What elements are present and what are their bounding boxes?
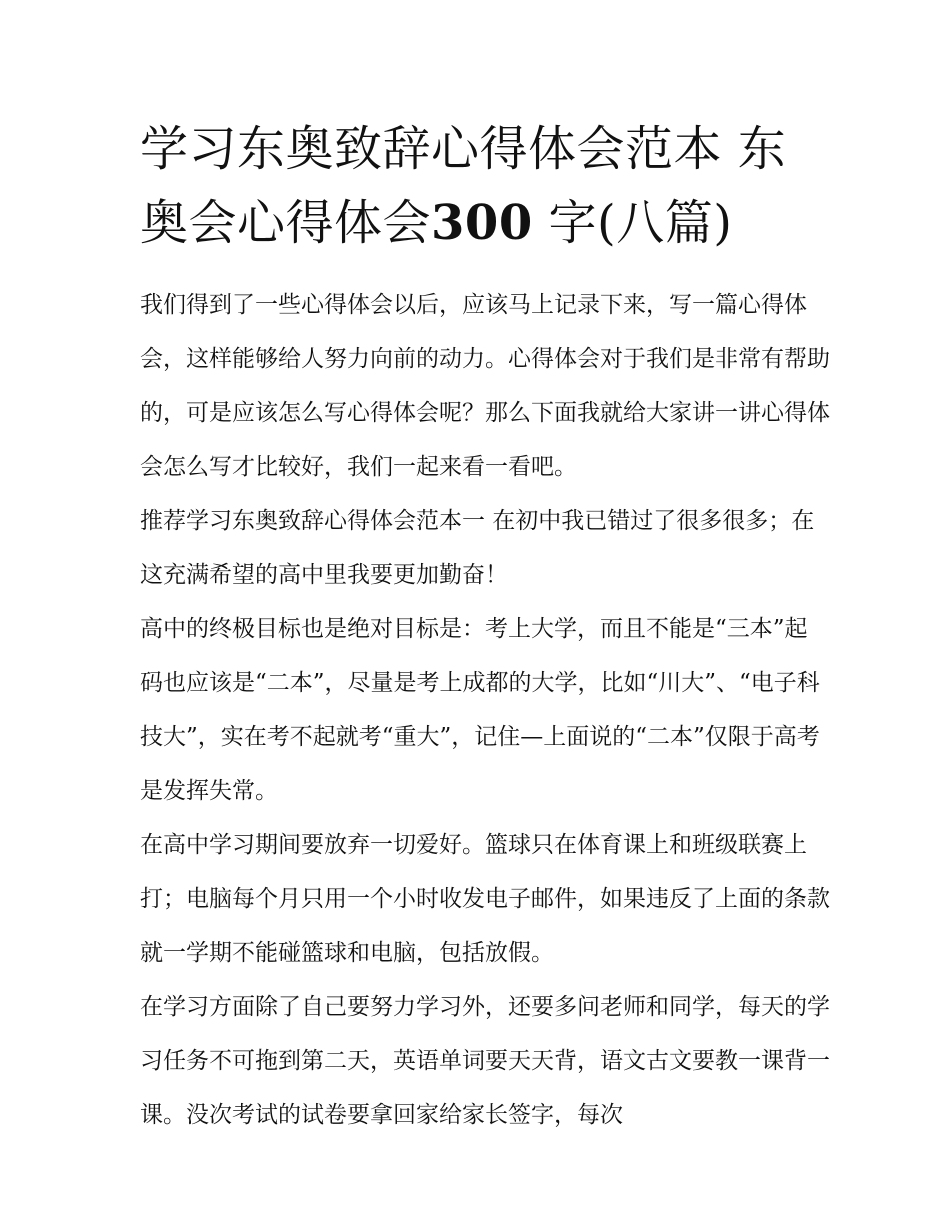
paragraph-hobbies: 在高中学习期间要放弃一切爱好。篮球只在体育课上和班级联赛上打；电脑每个月只用一个小时收发电子邮件，如果违反了上面的条款就一学期不能碰篮球和电脑，包括放假。 (140, 832, 830, 966)
paragraph-intro: 我们得到了一些心得体会以后，应该马上记录下来，写一篇心得体会，这样能够给人努力向前的动力。心得体会对于我们是非常有帮助的，可是应该怎么写心得体会呢？那么下面我就给大家讲一讲心得体会怎么写才比较好，我们一起来看一看吧。 (140, 292, 830, 480)
title-text-part1: 学习东奥致辞心得体会范本 东奥会心得体会 (140, 121, 787, 251)
document-title (140, 112, 830, 260)
document-body (140, 278, 830, 1142)
paragraph-goal: 高中的终极目标也是绝对目标是：考上大学，而且不能是“三本”起码也应该是“二本”，尽量是考上成都的大学，比如“川大”、“电子科技大”，实在考不起就考“重大”，记住—上面说的“二本”仅限于高考是发挥失常。 (140, 616, 820, 804)
paragraph-recommend: 推荐学习东奥致辞心得体会范本一 在初中我已错过了很多很多；在这充满希望的高中里我要更加勤奋！ (140, 508, 815, 588)
title-number: 300 (431, 195, 533, 251)
paragraph-study: 在学习方面除了自己要努力学习外，还要多问老师和同学，每天的学习任务不可拖到第二天，英语单词要天天背，语文古文要教一课背一课。没次考试的试卷要拿回家给家长签字，每次 (140, 994, 830, 1128)
title-text-part2: 字(八篇) (548, 195, 733, 251)
